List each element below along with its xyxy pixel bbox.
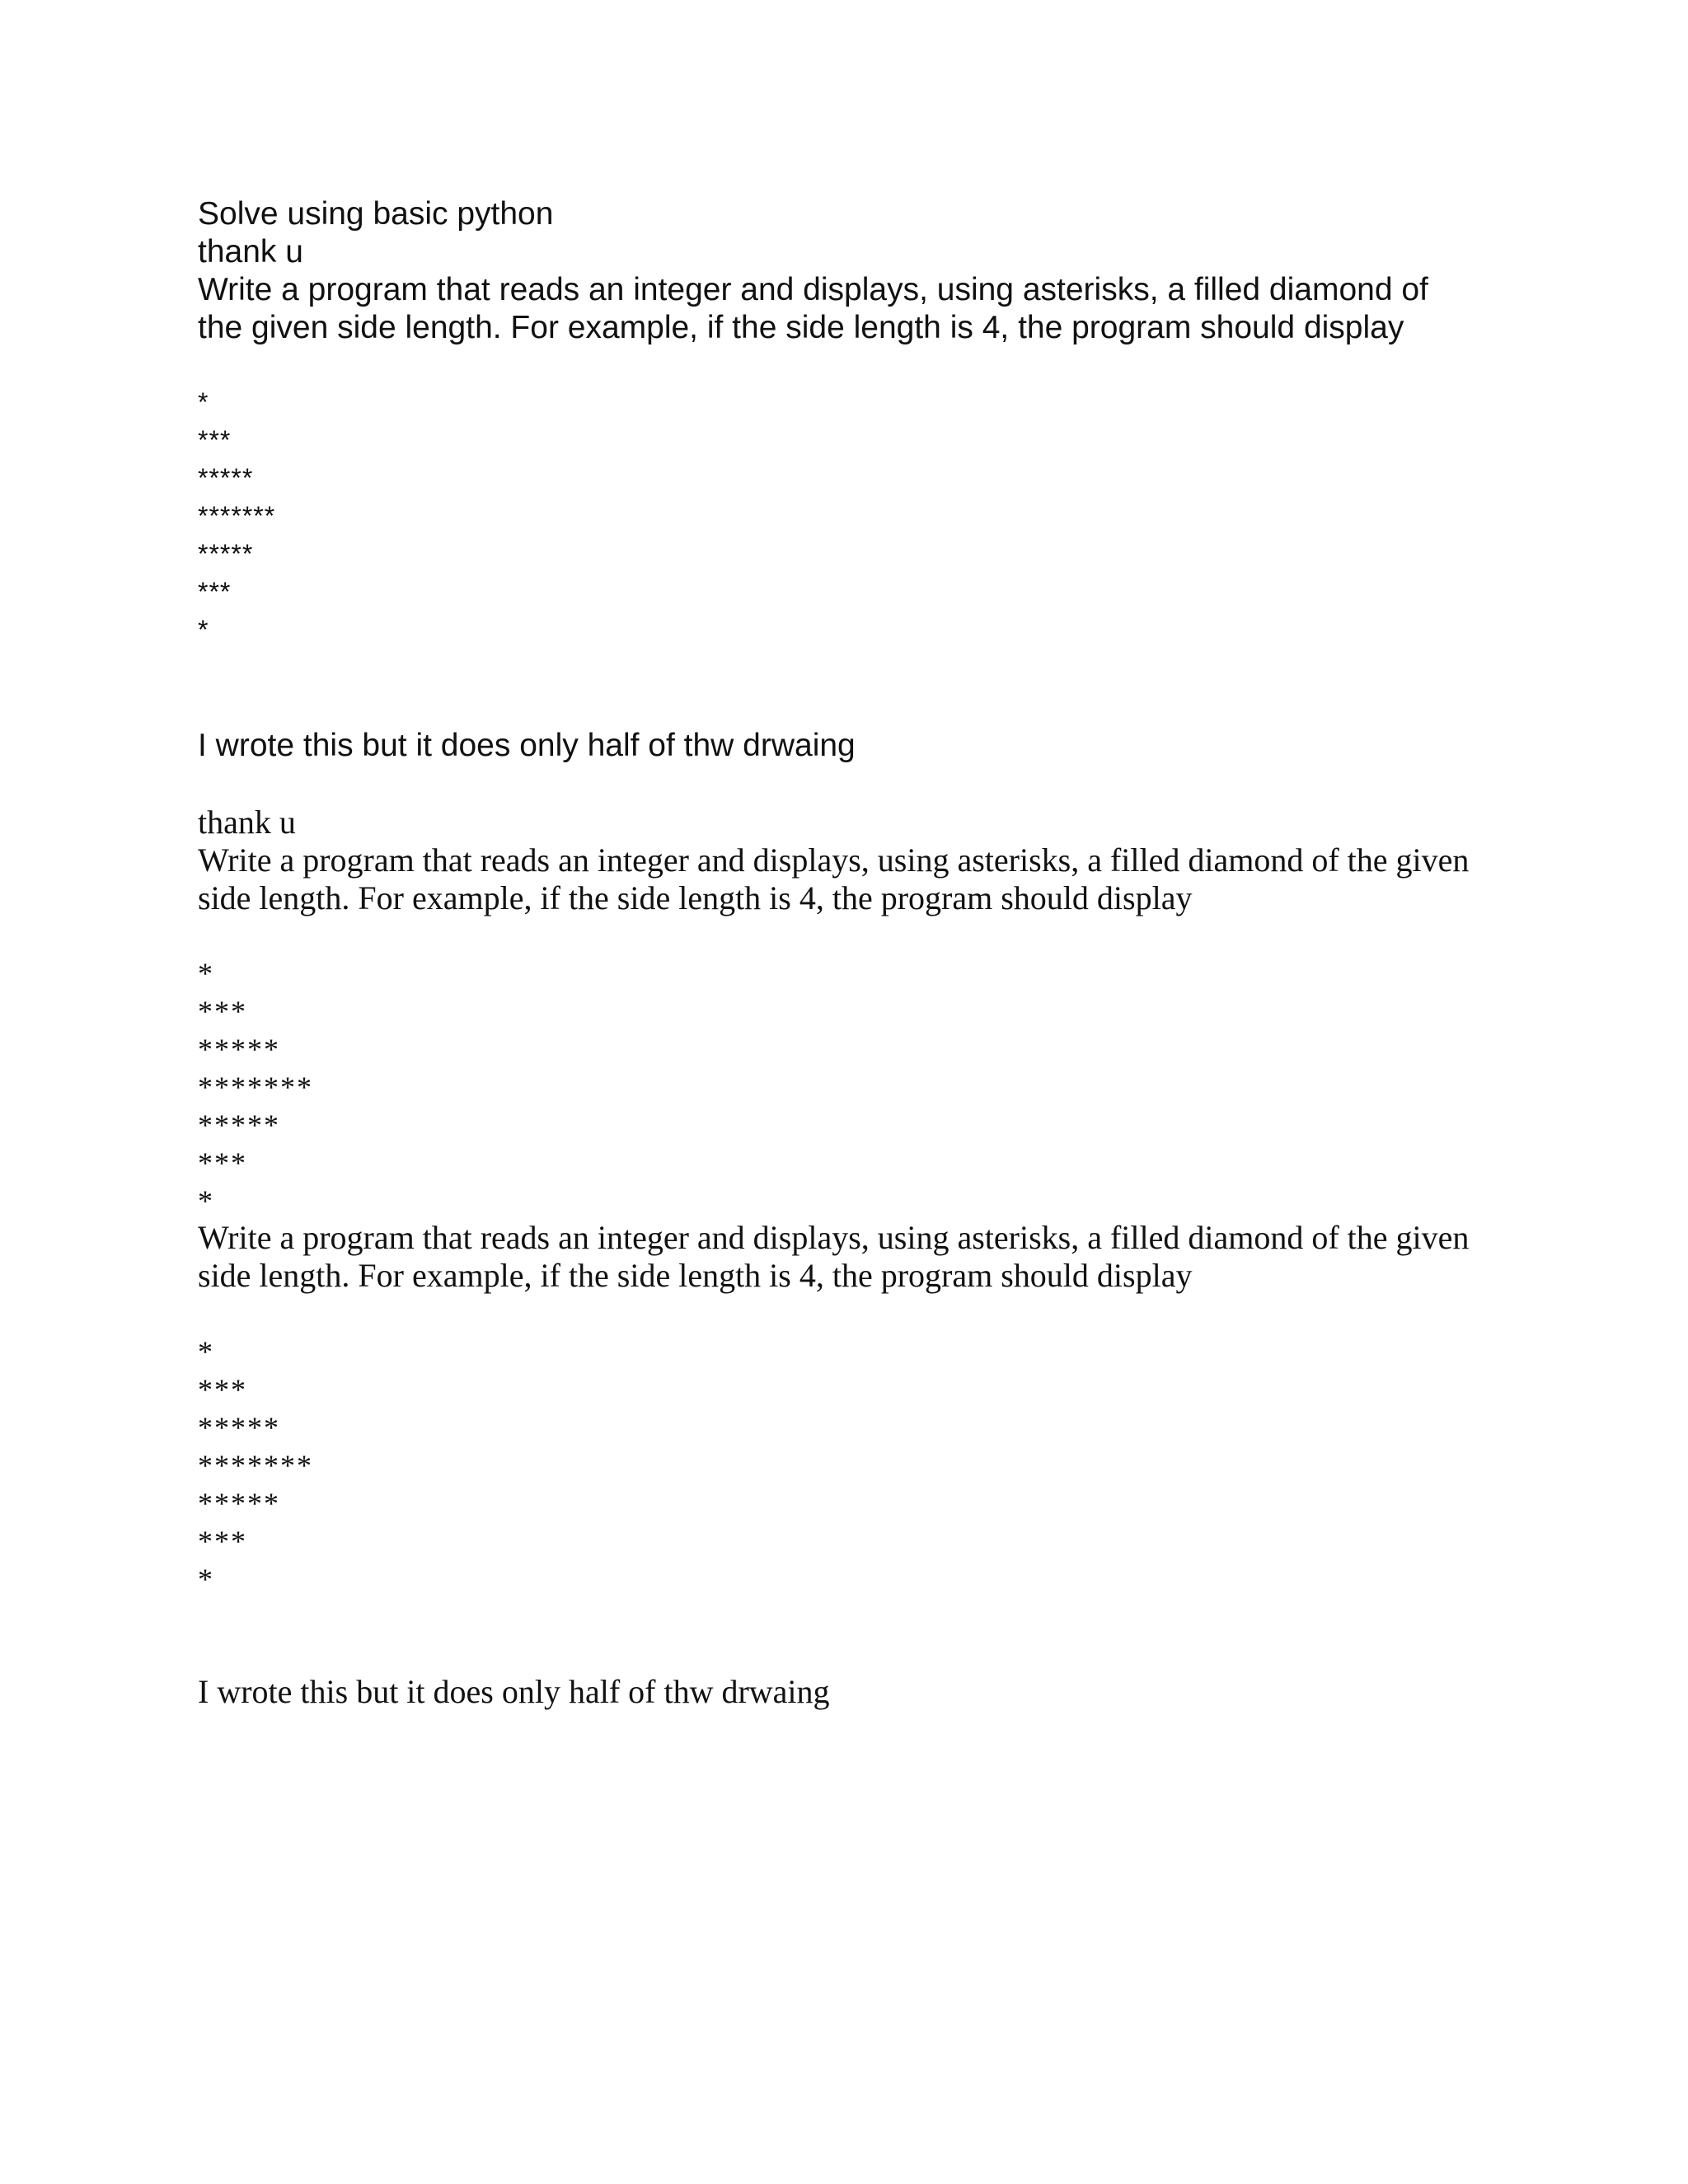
- thanks-text: thank u: [198, 804, 296, 841]
- diamond-row: *******: [198, 501, 276, 531]
- diamond-row: ***: [198, 1525, 247, 1558]
- diamond-row: *****: [198, 539, 254, 569]
- diamond-row: *: [198, 1335, 214, 1368]
- diamond-row: *: [198, 1184, 214, 1217]
- diamond-row: *: [198, 1563, 214, 1596]
- diamond-row: ***: [198, 1146, 247, 1179]
- diamond-row: ***: [198, 1373, 247, 1406]
- diamond-row: *****: [198, 1411, 280, 1444]
- diamond-row: *: [198, 387, 209, 417]
- problem-line: Write a program that reads an integer and displays, using asterisks, a filled diamond of the given: [198, 841, 1470, 879]
- diamond-row: *****: [198, 463, 254, 493]
- diamond-row: *******: [198, 1449, 313, 1482]
- diamond-example: [198, 954, 1550, 1220]
- question-title: Solve using basic python: [198, 196, 554, 232]
- problem-line: Write a program that reads an integer and displays, using asterisks, a filled diamond of: [198, 272, 1428, 307]
- diamond-row: *: [198, 957, 214, 990]
- serif-problem-a: [198, 804, 1550, 917]
- serif-problem-b: [198, 1219, 1550, 1295]
- diamond-row: *****: [198, 1487, 280, 1520]
- diamond-example: [198, 1333, 1550, 1598]
- problem-line: the given side length. For example, if the side length is 4, the program should display: [198, 310, 1404, 345]
- diamond-row: *****: [198, 1108, 280, 1141]
- diamond-row: *****: [198, 1033, 280, 1066]
- intro-text: [198, 195, 1550, 347]
- diamond-example: [198, 383, 1550, 649]
- problem-line: side length. For example, if the side length is 4, the program should display: [198, 879, 1193, 916]
- diamond-row: *: [198, 615, 209, 644]
- diamond-row: ***: [198, 995, 247, 1028]
- note-line: I wrote this but it does only half of thw drwaing: [198, 728, 856, 763]
- note-line: I wrote this but it does only half of thw drwaing: [198, 1673, 830, 1710]
- problem-line: Write a program that reads an integer and displays, using asterisks, a filled diamond of the given: [198, 1219, 1470, 1256]
- diamond-row: *******: [198, 1071, 313, 1104]
- note-text: [198, 727, 1550, 765]
- thanks-text: thank u: [198, 234, 303, 269]
- diamond-row: ***: [198, 577, 232, 607]
- note-text: [198, 1673, 1550, 1711]
- diamond-row: ***: [198, 425, 232, 455]
- problem-line: side length. For example, if the side length is 4, the program should display: [198, 1257, 1193, 1294]
